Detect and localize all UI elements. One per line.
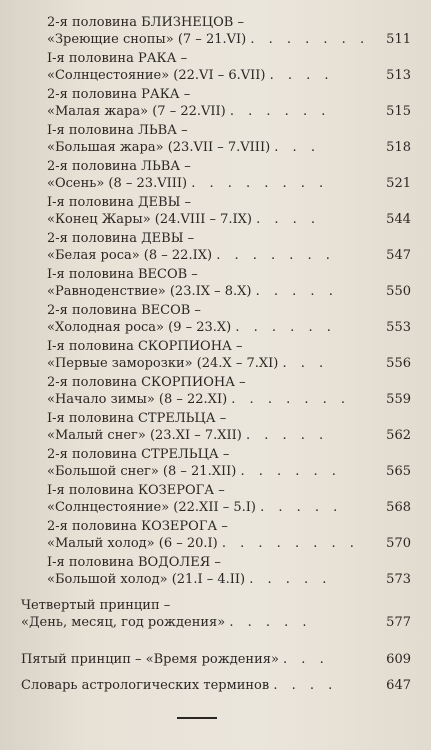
entry-title: Пятый принцип – «Время рождения» . . . [21, 652, 329, 667]
entry-subtitle: «Большая жара» (23.VII – 7.VIII) . . . [47, 140, 320, 155]
entry-subtitle: «Конец Жары» (24.VIII – 7.IX) . . . . [47, 212, 321, 227]
entry-subtitle: «Большой снег» (8 – 21.XII) . . . . . . [47, 464, 341, 479]
entry-title: 2-я половина СКОРПИОНА – [47, 375, 246, 390]
page-number: 511 [386, 32, 411, 47]
entry-title: Словарь астрологических терминов . . . . [21, 678, 338, 693]
entry-title: 2-я половина РАКА – [47, 87, 191, 102]
toc-entry [0, 409, 431, 445]
entry-title: Четвертый принцип – [21, 598, 171, 613]
entry-title: I-я половина ДЕВЫ – [47, 195, 192, 210]
toc-entry-principle-4 [0, 596, 431, 632]
toc-entry [0, 373, 431, 409]
page-number: 577 [386, 615, 411, 630]
toc-entry [0, 265, 431, 301]
entry-title: 2-я половина ВЕСОВ – [47, 303, 201, 318]
entry-title: I-я половина ЛЬВА – [47, 123, 188, 138]
toc-entry [0, 157, 431, 193]
entry-subtitle: «Осень» (8 – 23.VIII) . . . . . . . . [47, 176, 329, 191]
page-number: 573 [386, 572, 411, 587]
page-number: 515 [386, 104, 411, 119]
entry-title: I-я половина СКОРПИОНА – [47, 339, 243, 354]
entry-subtitle: «День, месяц, год рождения» . . . . . [21, 615, 312, 630]
page-number: 547 [386, 248, 411, 263]
page-number: 513 [386, 68, 411, 83]
entry-subtitle: «Солнцестояние» (22.XII – 5.I) . . . . . [47, 500, 343, 515]
divider-rule [177, 717, 217, 719]
page-number: 550 [386, 284, 411, 299]
page-number: 559 [386, 392, 411, 407]
toc-entry [0, 301, 431, 337]
toc-entry [0, 193, 431, 229]
toc-entry [0, 337, 431, 373]
entry-title: I-я половина РАКА – [47, 51, 188, 66]
entry-title: 2-я половина БЛИЗНЕЦОВ – [47, 15, 244, 30]
entry-subtitle: «Малый холод» (6 – 20.I) . . . . . . . . [47, 536, 359, 551]
page-number: 556 [386, 356, 411, 371]
entry-subtitle: «Солнцестояние» (22.VI – 6.VII) . . . . [47, 68, 334, 83]
toc-entry [0, 229, 431, 265]
page-number: 518 [386, 140, 411, 155]
entry-subtitle: «Равноденствие» (23.IX – 8.X) . . . . . [47, 284, 338, 299]
page-number: 544 [386, 212, 411, 227]
entry-title: 2-я половина КОЗЕРОГА – [47, 519, 228, 534]
entry-subtitle: «Малый снег» (23.XI – 7.XII) . . . . . [47, 428, 329, 443]
page-number: 553 [386, 320, 411, 335]
page-number: 647 [386, 678, 411, 693]
toc-entry [0, 445, 431, 481]
page-number: 609 [386, 652, 411, 667]
toc-entry [0, 481, 431, 517]
entry-subtitle: «Холодная роса» (9 – 23.X) . . . . . . [47, 320, 336, 335]
toc-entry [0, 517, 431, 553]
entry-subtitle: «Белая роса» (8 – 22.IX) . . . . . . . [47, 248, 335, 263]
page-number: 521 [386, 176, 411, 191]
page-number: 568 [386, 500, 411, 515]
entry-subtitle: «Малая жара» (7 – 22.VII) . . . . . . [47, 104, 331, 119]
page-number: 570 [386, 536, 411, 551]
entry-subtitle: «Зреющие снопы» (7 – 21.VI) . . . . . . . [47, 32, 370, 47]
page-number: 562 [386, 428, 411, 443]
entry-subtitle: «Начало зимы» (8 – 22.XI) . . . . . . . [47, 392, 351, 407]
entry-title: 2-я половина СТРЕЛЬЦА – [47, 447, 230, 462]
toc-entry [0, 13, 431, 49]
entry-title: 2-я половина ЛЬВА – [47, 159, 191, 174]
entry-subtitle: «Большой холод» (21.I – 4.II) . . . . . [47, 572, 332, 587]
toc-entry [0, 49, 431, 85]
entry-title: I-я половина СТРЕЛЬЦА – [47, 411, 227, 426]
page-number: 565 [386, 464, 411, 479]
toc-entry-glossary [0, 676, 431, 696]
entry-title: I-я половина ВЕСОВ – [47, 267, 198, 282]
entry-title: I-я половина КОЗЕРОГА – [47, 483, 225, 498]
toc-entry [0, 121, 431, 157]
toc-entry [0, 85, 431, 121]
entry-subtitle: «Первые заморозки» (24.X – 7.XI) . . . [47, 356, 329, 371]
entry-title: I-я половина ВОДОЛЕЯ – [47, 555, 221, 570]
toc-entry-principle-5 [0, 650, 431, 670]
entry-title: 2-я половина ДЕВЫ – [47, 231, 195, 246]
toc-entry [0, 553, 431, 589]
